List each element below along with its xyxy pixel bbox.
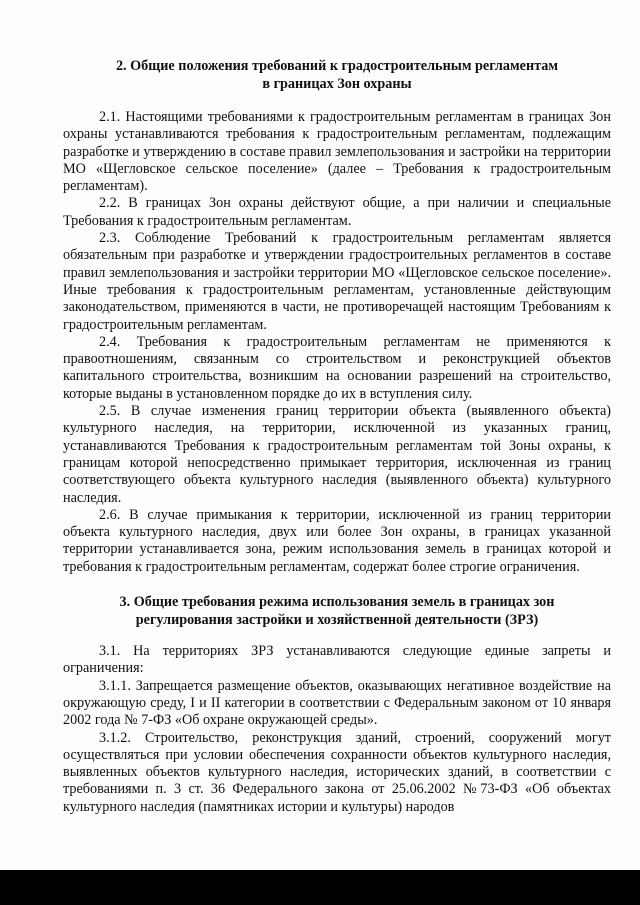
section-3-heading-line-1: 3. Общие требования режима использования земель в границах зон [119, 594, 555, 611]
section-2-heading [63, 58, 611, 93]
section-2-heading-line-2: в границах Зон охраны [262, 75, 412, 92]
paragraph-3-1: 3.1. На территориях ЗРЗ устанавливаются следующие единые запреты и ограничения: [63, 643, 611, 677]
section-2-heading-line-1: 2. Общие положения требований к градостроительным регламентам [115, 58, 559, 74]
paragraph-2-4: 2.4. Требования к градостроительным регламентам не применяются к правоотношениям, связанным со строительством и реконструкцией объектов капитального строительства, возникшим на основании разрешений на строительство, которые выданы в установленном порядке до их в вступления силу. [63, 333, 611, 402]
paragraph-3-1-2: 3.1.2. Строительство, реконструкция зданий, строений, сооружений могут осуществляться при условии обеспечения сохранности объектов культурного наследия, выявленных объектов культурного наследия, исторических зданий, в соответствии с требованиями п. 3 ст. 36 Федерального закона от 25.06.2002 №73-ФЗ «Об объектах культурного наследия (памятниках истории и культуры) народов [63, 729, 611, 815]
paragraph-3-1-1: 3.1.1. Запрещается размещение объектов, оказывающих негативное воздействие на окружающую среду, I и II категории в соответствии с Федеральным законом от 10 января 2002 года № 7-ФЗ «Об охране окружающей среды». [63, 677, 611, 729]
paragraph-2-1: 2.1. Настоящими требованиями к градостроительным регламентам в границах Зон охраны устанавливаются требования к градостроительным регламентам, подлежащим разработке и утверждению в составе правил землепользования и застройки на территории МО «Щегловское сельское поселение» (далее – Требования к градостроительным регламентам). [63, 109, 611, 195]
paragraph-2-6: 2.6. В случае примыкания к территории, исключенной из границ территории объекта культурного наследия, двух или более Зон охраны, в границах указанной территории устанавливается зона, режим использования земель в границах которой и требования к градостроительным регламентам, содержат более строгие ограничения. [63, 506, 611, 575]
scan-bottom-border [0, 870, 640, 905]
paragraph-2-5: 2.5. В случае изменения границ территории объекта (выявленного объекта) культурного наследия, на территории, исключенной из указанных границ, устанавливаются Требования к градостроительным регламентам той Зоны охраны, к границам которой непосредственно примыкает территория, исключенная из границ соответствующего объекта культурного наследия (выявленного объекта) культурного наследия. [63, 403, 611, 506]
section-3-heading-line-2: регулирования застройки и хозяйственной деятельности (ЗРЗ) [135, 611, 539, 628]
paragraph-2-2: 2.2. В границах Зон охраны действуют общие, а при наличии и специальные Требования к градостроительным регламентам. [63, 195, 611, 229]
section-3-heading [63, 594, 611, 629]
paragraph-2-3: 2.3. Соблюдение Требований к градостроительным регламентам является обязательным при разработке и утверждении градостроительных регламентов в составе правил землепользования и застройки территории МО «Щегловское сельское поселение». Иные требования к градостроительным регламентам, установленные действующим законодательством, применяются в части, не противоречащей настоящим Требованиям к градостроительным регламентам. [63, 230, 611, 333]
document-body [63, 58, 611, 816]
